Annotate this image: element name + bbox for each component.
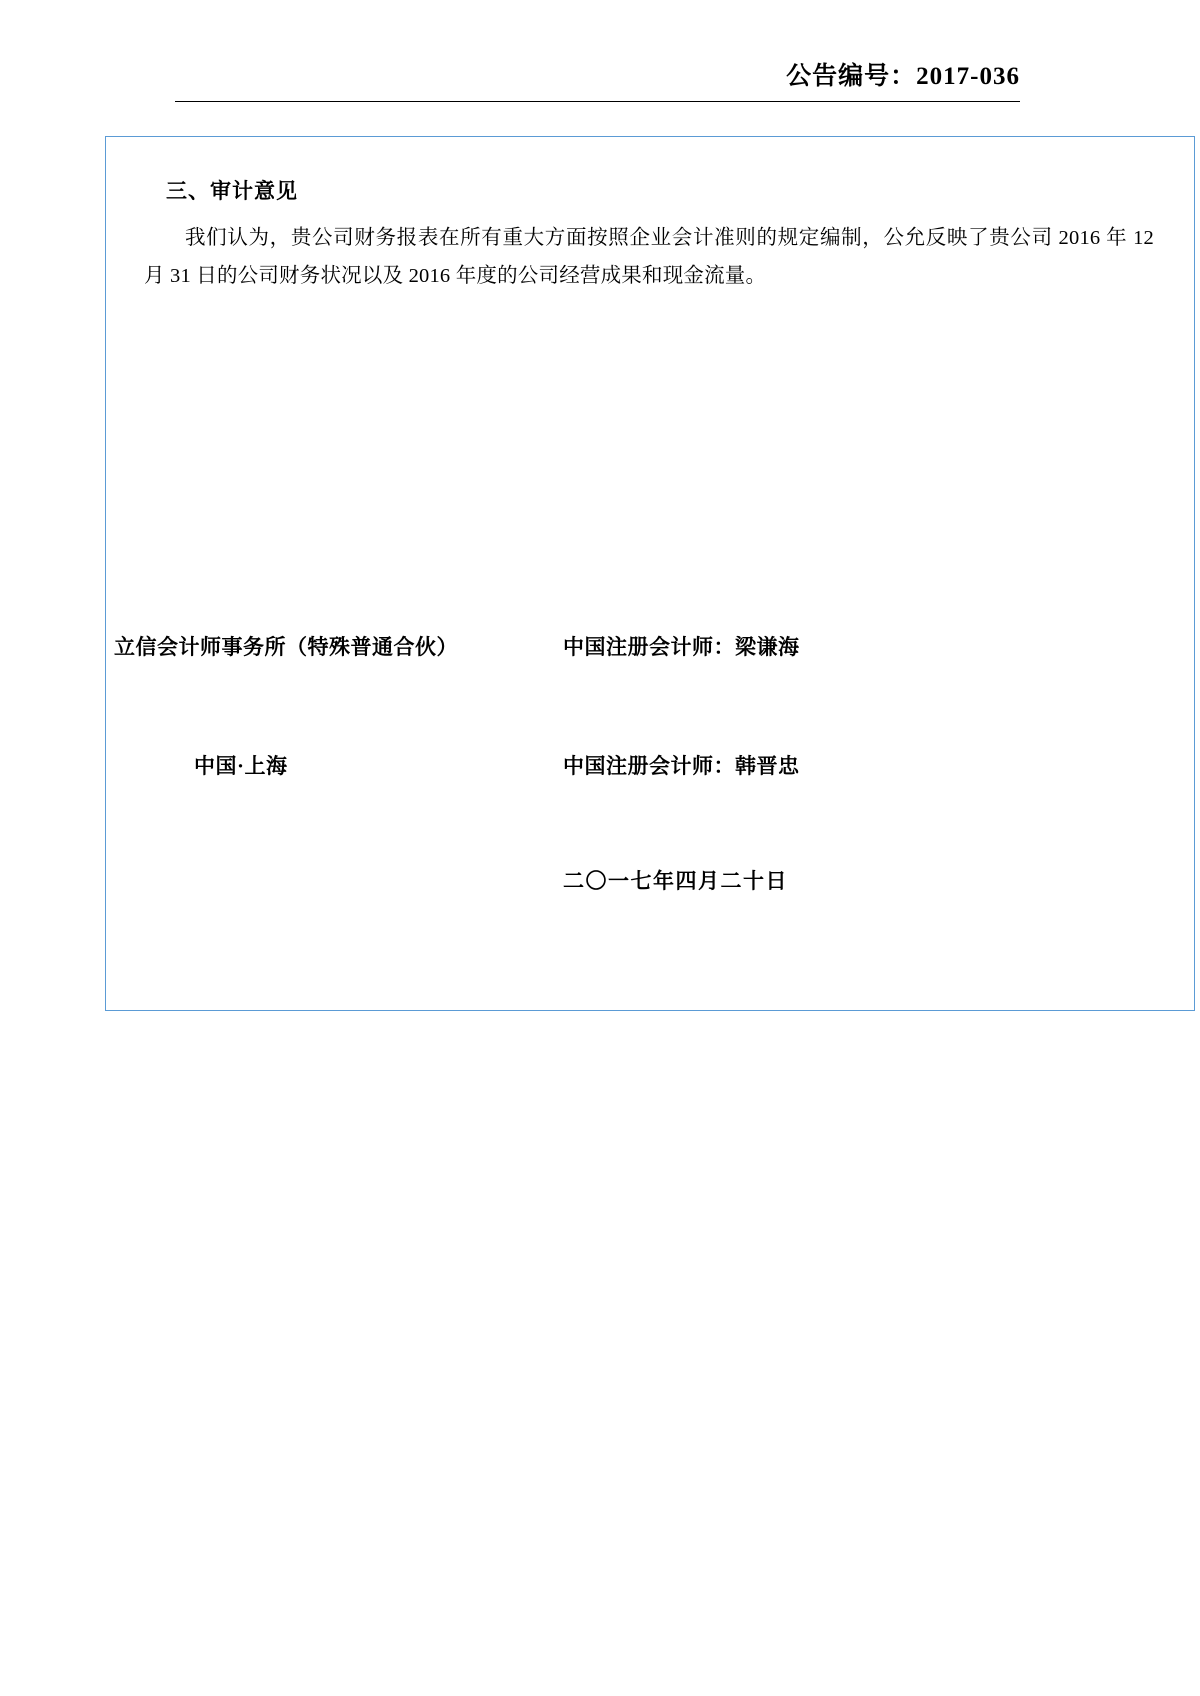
signature-firm-name: 立信会计师事务所（特殊普通合伙） <box>114 635 458 659</box>
signature-place: 中国·上海 <box>194 754 288 778</box>
signature-cpa-second: 中国注册会计师：韩晋忠 <box>563 754 800 778</box>
signature-date: 二〇一七年四月二十日 <box>563 869 788 893</box>
section-heading: 三、审计意见 <box>166 179 298 203</box>
audit-opinion-paragraph: 我们认为，贵公司财务报表在所有重大方面按照企业会计准则的规定编制，公允反映了贵公司 2016 年 12 月 31 日的公司财务状况以及 2016 年度的公司经营成果和现金流量。 <box>144 227 1154 287</box>
signature-cpa-first: 中国注册会计师：梁谦海 <box>563 635 800 659</box>
audit-opinion-box <box>105 136 1195 1011</box>
page-header <box>175 62 1020 92</box>
announcement-number: 公告编号：2017-036 <box>786 63 1020 90</box>
header-divider <box>175 101 1020 102</box>
